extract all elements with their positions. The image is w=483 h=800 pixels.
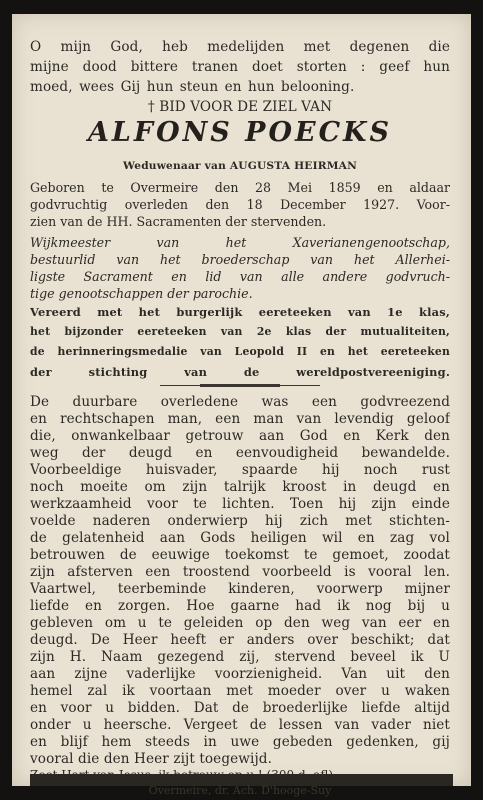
tribute-line-4: weg der deugd en eenvoudigheid bewandelde. bbox=[30, 445, 450, 461]
tribute-line-2: en rechtschapen man, een man van levendig geloof bbox=[30, 411, 450, 427]
tribute-line-17: aan zijne vaderlijke voorzienigheid. Van uit den bbox=[30, 666, 450, 682]
honours-line-2: het bijzonder eereteeken van 2e klas der mutualiteiten, bbox=[30, 325, 450, 338]
tribute-line-12: Vaartwel, teerbeminde kinderen, voorwerp mijner bbox=[30, 581, 450, 597]
tribute-line-5: Voorbeeldige huisvader, spaarde hij noch rust bbox=[30, 462, 450, 478]
honours-line-3: de herinneringsmedalie van Leopold II en het eereteeken bbox=[30, 345, 450, 358]
birth-death-line-1: Geboren te Overmeire den 28 Mei 1859 en aldaar bbox=[30, 180, 450, 195]
prayer-request: † BID VOOR DE ZIEL VAN bbox=[147, 99, 333, 115]
honours-line-1: Vereerd met het burgerlijk eereteeken van 1e klas, bbox=[30, 305, 450, 319]
tribute-line-14: gebleven om u te geleiden op den weg van eer en bbox=[30, 615, 450, 631]
closing-prayer: Zoet Hart van Jesus, ik betrouw op u ! (300 d. afl) bbox=[30, 768, 334, 782]
tribute-line-6: noch moeite om zijn talrijk kroost in deugd en bbox=[30, 479, 450, 495]
tribute-line-7: werkzaamheid voor te lichten. Toen hij zijn einde bbox=[30, 496, 450, 512]
functions-line-2: bestuurlid van het broederschap van het Allerhei- bbox=[30, 252, 450, 267]
tribute-line-13: liefde en zorgen. Hoe gaarne had ik nog bij u bbox=[30, 598, 450, 614]
tribute-line-20: onder u heersche. Vergeet de lessen van vader niet bbox=[30, 717, 450, 733]
prayer-line-2: mijne dood bittere tranen doet storten : geef hun bbox=[30, 59, 450, 75]
tribute-line-11: zijn afsterven een troostend voorbeeld is vooral len. bbox=[30, 564, 450, 580]
tribute-line-16: zijn H. Naam gezegend zij, stervend beveel ik U bbox=[30, 649, 450, 665]
birth-death-line-2: godvruchtig overleden den 18 December 1927. Voor- bbox=[30, 197, 450, 212]
tribute-line-8: voelde naderen onderwierp hij zich met stichten- bbox=[30, 513, 450, 529]
tribute-line-10: betrouwen de eeuwige toekomst te gemoet, zoodat bbox=[30, 547, 450, 563]
prayer-line-3: moed, wees Gij hun steun en hun belooning. bbox=[30, 79, 355, 95]
functions-line-3: ligste Sacrament en lid van alle andere godvruch- bbox=[30, 269, 450, 284]
printer-credit: Overmeire, dr. Ach. D'hooge-Suy bbox=[148, 784, 332, 797]
tribute-line-19: en voor u bidden. Dat de broederlijke liefde altijd bbox=[30, 700, 450, 716]
tribute-line-3: die, onwankelbaar getrouw aan God en Kerk den bbox=[30, 428, 450, 444]
tribute-line-21: en blijf hem steeds in uwe gebeden gedenken, gij bbox=[30, 734, 450, 750]
prayer-line-1: O mijn God, heb medelijden met degenen die bbox=[30, 39, 450, 55]
widower-of: Weduwenaar van AUGUSTA HEIRMAN bbox=[123, 160, 357, 172]
tribute-line-1: De duurbare overledene was een godvreezend bbox=[30, 394, 450, 410]
tribute-line-9: de gelatenheid aan Gods heiligen wil en zag vol bbox=[30, 530, 450, 546]
functions-line-4: tige genootschappen der parochie. bbox=[30, 286, 253, 301]
functions-line-1: Wijkmeester van het Xaverianengenootschap, bbox=[30, 235, 450, 250]
tribute-line-22: vooral die den Heer zijt toegewijd. bbox=[30, 751, 272, 767]
tribute-line-15: deugd. De Heer heeft er anders over beschikt; dat bbox=[30, 632, 450, 648]
birth-death-line-3: zien van de HH. Sacramenten der stervenden. bbox=[30, 214, 327, 229]
divider-rule-bold bbox=[200, 384, 280, 387]
tribute-line-18: hemel zal ik voortaan met moeder over u waken bbox=[30, 683, 450, 699]
honours-line-4: der stichting van de wereldpostvereeniging. bbox=[30, 365, 450, 379]
deceased-name: ALFONS POECKS bbox=[87, 117, 393, 148]
